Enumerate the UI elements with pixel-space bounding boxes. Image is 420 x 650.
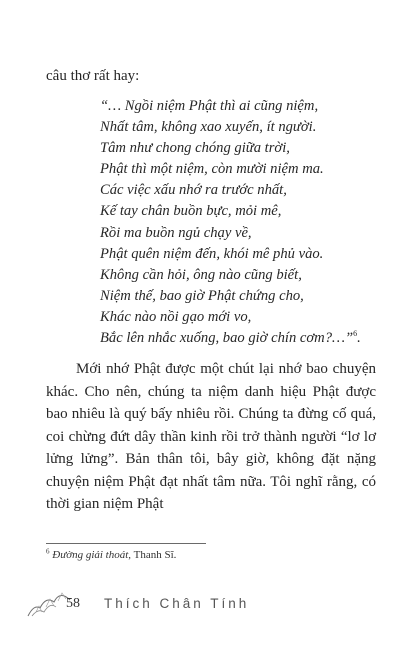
poem-line: Tâm như chong chóng giữa trời, bbox=[100, 140, 290, 157]
poem-end-punct: . bbox=[357, 330, 361, 347]
poem-line: “… Ngồi niệm Phật thì ai cũng niệm, bbox=[100, 98, 319, 114]
body-text bbox=[46, 358, 376, 516]
poem-line: Phật quên niệm đến, khói mê phủ vào. bbox=[100, 245, 324, 262]
poem-line: Khác nào nồi gạo mới vo, bbox=[100, 308, 252, 325]
footnote-author: , Thanh Sĩ. bbox=[128, 549, 177, 561]
footnote-reference[interactable]: 6 bbox=[353, 329, 358, 339]
poem-line: Bắc lên nhắc xuống, bao giờ chín cơm?…”$^6$. bbox=[100, 329, 361, 347]
poem-line: Các việc xấu nhớ ra trước nhất, bbox=[100, 182, 287, 199]
paragraph: Mới nhớ Phật được một chút lại nhớ bao chuyện khác. Cho nên, chúng ta niệm danh hiệu Phật được bao nhiêu là quý bấy nhiêu rồi. Chúng ta đừng cố quá, coi chừng đứt dây thần kinh rồi trở thành người “lơ lơ lửng lửng”. Bản thân tôi, bây giờ, không đặt nặng chuyện niệm Phật đạt nhất tâm nữa. Tôi nghĩ rằng, có thời gian niệm Phật bbox=[46, 361, 376, 512]
footnote-number: 6 bbox=[46, 547, 50, 556]
poem-line: Kế tay chân buồn bực, mỏi mê, bbox=[100, 203, 282, 220]
footnote bbox=[46, 548, 176, 562]
poem-line: Niệm thế, bao giờ Phật chứng cho, bbox=[100, 287, 304, 304]
poem-close-quote: ” bbox=[344, 330, 354, 347]
poem-line: Nhất tâm, không xao xuyến, ít người. bbox=[100, 119, 317, 136]
running-footer-author: Thích Chân Tính bbox=[104, 596, 250, 611]
poem-line: Không cần hỏi, ông nào cũng biết, bbox=[100, 266, 302, 283]
poem-open-quote: “… bbox=[100, 98, 125, 114]
page-number: 58 bbox=[66, 596, 80, 611]
poem-line: Rồi ma buồn ngủ chạy về, bbox=[100, 224, 252, 241]
intro-line: câu thơ rất hay: bbox=[46, 68, 140, 84]
poem-line: Phật thì một niệm, còn mười niệm ma. bbox=[100, 161, 324, 178]
footnote-divider bbox=[46, 543, 206, 544]
footnote-source-title: Đường giải thoát bbox=[52, 549, 129, 561]
page-footer bbox=[26, 582, 286, 622]
poem-quote bbox=[100, 96, 361, 349]
